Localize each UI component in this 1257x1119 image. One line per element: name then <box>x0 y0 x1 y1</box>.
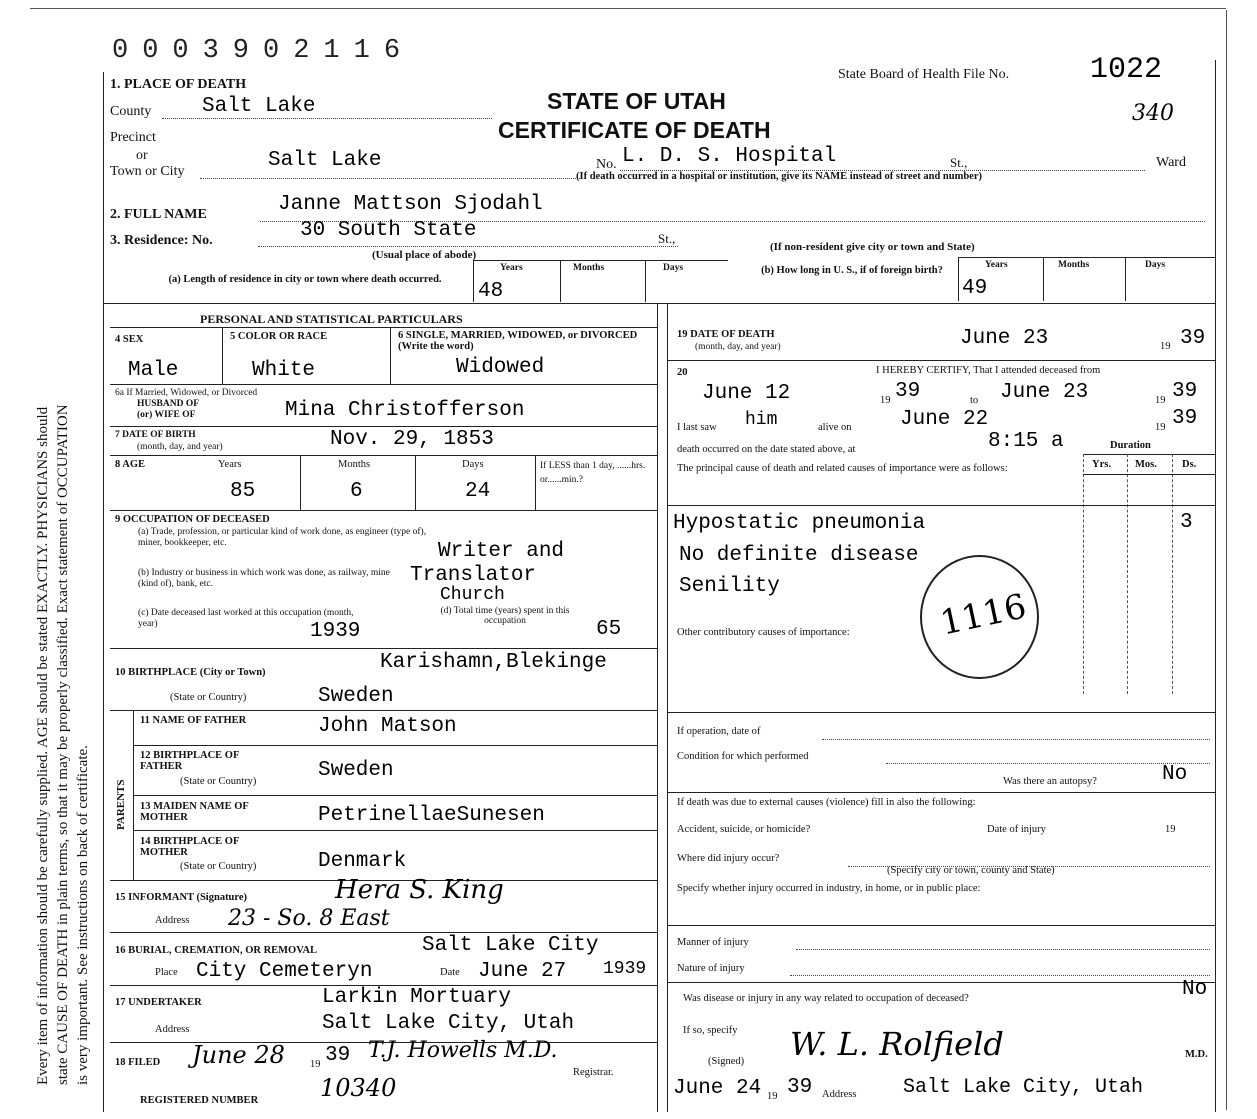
mother-bp-state: (State or Country) <box>180 861 257 872</box>
rline-manner <box>667 925 1215 926</box>
left-border <box>103 72 104 1112</box>
operation-line <box>822 739 1210 740</box>
where-sub: (Specify city or town, county and State) <box>887 865 1055 876</box>
manner-line <box>796 949 1210 950</box>
father-label: 11 NAME OF FATHER <box>140 715 247 726</box>
res-a-box-m1 <box>560 260 561 302</box>
injury-date-label: Date of injury <box>987 824 1046 835</box>
undertaker-value: Larkin Mortuary <box>322 986 512 1009</box>
informant-label: 15 INFORMANT (Signature) <box>115 892 248 903</box>
center-divider-2 <box>667 303 668 1112</box>
occ-c-value: 1939 <box>310 620 361 643</box>
residence-b-label: (b) How long in U. S., if of foreign birth? <box>761 265 943 276</box>
line-11 <box>110 710 657 711</box>
st-label: St., <box>950 155 968 170</box>
grid-top <box>103 303 1215 304</box>
stamp-number: 1116 <box>936 586 1030 644</box>
line-12 <box>133 745 657 746</box>
serial-number: 0003902116 <box>112 36 415 66</box>
residence-a-label: (a) Length of residence in city or town where death occurred. <box>168 274 442 285</box>
spouse-label-2: HUSBAND OF <box>137 399 200 409</box>
registered-number: 10340 <box>320 1074 397 1102</box>
full-name-label: 2. FULL NAME <box>110 207 207 222</box>
occupation-label: 9 OCCUPATION OF DECEASED <box>115 514 270 525</box>
burial-place: City Cemeteryn <box>196 960 373 983</box>
physician-signature: W. L. Rolfield <box>790 1025 1004 1063</box>
mother-bp-label: 14 BIRTHPLACE OF MOTHER <box>140 836 240 859</box>
md-label: M.D. <box>1185 1049 1208 1060</box>
condition-label: Condition for which performed <box>677 751 809 762</box>
accident-label: Accident, suicide, or homicide? <box>677 824 811 835</box>
sex-value: Male <box>128 359 179 382</box>
dob-label: 7 DATE OF BIRTH <box>115 430 196 440</box>
sex-div <box>222 327 223 384</box>
alive-label: alive on <box>818 422 852 433</box>
father-value: John Matson <box>318 715 457 738</box>
county-value: Salt Lake <box>202 95 316 118</box>
ward-label: Ward <box>1156 155 1186 170</box>
attended-from: June 12 <box>702 382 791 405</box>
death-time: 8:15 a <box>988 430 1064 453</box>
res-a-box-l <box>473 260 474 302</box>
town-label: Town or City <box>110 164 185 179</box>
cause-2: No definite disease <box>679 544 919 567</box>
center-divider <box>657 303 658 1112</box>
dob-sub: (month, day, and year) <box>137 442 223 452</box>
undertaker-label: 17 UNDERTAKER <box>115 997 202 1008</box>
state-title: STATE OF UTAH <box>547 88 726 114</box>
autopsy-value: No <box>1162 763 1188 786</box>
line-4 <box>110 327 657 328</box>
res-a-years-label: Years <box>500 263 523 273</box>
from-year-prefix: 19 <box>880 395 891 406</box>
instructions-line-3: is very important. See instructions on back of certificate. <box>75 745 91 1085</box>
right-border <box>1215 60 1216 1112</box>
father-bp-value: Sweden <box>318 759 394 782</box>
age-years: 85 <box>230 480 256 503</box>
cause-1-duration: 3 <box>1180 511 1193 534</box>
residence-line <box>258 246 678 247</box>
mother-bp-value: Denmark <box>318 850 407 873</box>
line-7 <box>110 426 657 427</box>
attended-to: June 23 <box>1000 381 1089 404</box>
occ-a-label: (a) Trade, profession, or particular kind of work done, as engineer (type of), miner, bookkeeper, etc. <box>138 527 427 549</box>
ifso-label: If so, specify <box>683 1025 738 1036</box>
spouse-value: Mina Christofferson <box>285 399 525 422</box>
marital-value: Widowed <box>456 356 545 379</box>
to-year: 39 <box>1172 380 1198 403</box>
age-div-2 <box>415 455 416 510</box>
residence-value: 30 South State <box>300 219 477 242</box>
external-label: If death was due to external causes (violence) fill in also the following: <box>677 797 976 808</box>
sig-address-label: Address <box>822 1089 857 1100</box>
spouse-label-3: (or) WIFE OF <box>137 410 196 420</box>
occ-a-value: Writer and <box>438 540 565 563</box>
certificate-title: CERTIFICATE OF DEATH <box>498 117 771 143</box>
spouse-label-1: 6a If Married, Widowed, or Divorced <box>115 388 258 398</box>
line-14 <box>133 830 657 831</box>
res-b-days-label: Days <box>1145 260 1166 270</box>
instructions-line-1: Every item of information should be carefully supplied. AGE should be stated EXACTLY. PHYSICIANS should <box>35 406 51 1085</box>
color-label: 5 COLOR OR RACE <box>230 331 328 342</box>
birthplace-city: Karishamn,Blekinge <box>380 651 607 674</box>
occ-d-label: (d) Total time (years) spent in this occupation <box>440 606 570 627</box>
line-9 <box>110 510 657 511</box>
instructions-line-2: state CAUSE OF DEATH in plain terms, so that it may be properly classified. Exact statement of OCCUPATION <box>55 404 71 1085</box>
res-a-months-label: Months <box>573 263 605 273</box>
dur-col-1 <box>1083 454 1084 694</box>
duration-label: Duration <box>1110 440 1151 451</box>
duration-line <box>1083 454 1215 455</box>
nature-label: Nature of injury <box>677 963 745 974</box>
dur-head-line <box>1083 474 1215 475</box>
no-label: No. <box>596 157 617 172</box>
from-year: 39 <box>895 380 921 403</box>
dod-label: 19 DATE OF DEATH <box>677 329 775 340</box>
father-bp-label: 12 BIRTHPLACE OF FATHER <box>140 750 240 773</box>
birthplace-state-label: (State or Country) <box>170 692 247 703</box>
res-b-years-label: Years <box>985 260 1008 270</box>
residence-label: 3. Residence: No. <box>110 233 213 248</box>
burial-city: Salt Lake City <box>422 934 599 957</box>
related-value: No <box>1182 978 1208 1001</box>
rline-related <box>667 982 1215 983</box>
birthplace-country: Sweden <box>318 685 394 708</box>
local-no: 340 <box>1132 101 1174 126</box>
color-div <box>390 327 391 384</box>
city-value: Salt Lake <box>268 149 382 172</box>
birthplace-label: 10 BIRTHPLACE (City or Town) <box>115 667 266 678</box>
burial-place-label: Place <box>155 967 178 978</box>
certify-text: I HEREBY CERTIFY, That I attended deceased from <box>876 365 1101 376</box>
personal-heading: PERSONAL AND STATISTICAL PARTICULARS <box>200 312 463 326</box>
age-div-1 <box>300 455 301 510</box>
res-b-box-m1 <box>1043 257 1044 301</box>
lastsaw-year: 39 <box>1172 407 1198 430</box>
contrib-label: Other contributory causes of importance: <box>677 627 850 638</box>
autopsy-label: Was there an autopsy? <box>1003 776 1097 787</box>
parents-side-label: PARENTS <box>115 779 127 830</box>
registered-number-label: REGISTERED NUMBER <box>140 1095 259 1106</box>
usual-abode-note: (Usual place of abode) <box>372 249 477 261</box>
informant-signature: Hera S. King <box>335 875 504 905</box>
sig-date: June 24 <box>673 1077 762 1100</box>
principal-label: The principal cause of death and related causes of importance were as follows: <box>677 463 1008 474</box>
mother-label: 13 MAIDEN NAME OF MOTHER <box>140 801 249 824</box>
line-16 <box>110 932 657 933</box>
nonres-note: (If non-resident give city or town and State) <box>770 241 975 253</box>
hospital-value: L. D. S. Hospital <box>622 145 837 168</box>
filed-label: 18 FILED <box>115 1057 161 1068</box>
or-label: or <box>136 148 148 163</box>
to-year-prefix: 19 <box>1155 395 1166 406</box>
lastsaw-year-prefix: 19 <box>1155 422 1166 433</box>
to-label: to <box>970 395 979 406</box>
rline-20 <box>667 360 1215 361</box>
cert-no: 20 <box>677 367 688 378</box>
dur-col-2 <box>1127 454 1128 694</box>
injury-year-label: 19 <box>1165 824 1176 835</box>
sig-year: 39 <box>787 1076 813 1099</box>
dur-ds: Ds. <box>1182 459 1197 470</box>
rline-operation <box>667 712 1215 713</box>
line-6a <box>110 384 657 385</box>
occurred-label: death occurred on the date stated above, at <box>677 444 856 455</box>
mother-value: PetrinellaeSunesen <box>318 804 545 827</box>
dod-value: June 23 <box>960 327 1049 350</box>
dob-value: Nov. 29, 1853 <box>330 428 494 451</box>
age-label: 8 AGE <box>115 459 146 470</box>
res-b-box-top <box>958 257 1215 258</box>
age-days: 24 <box>465 480 491 503</box>
lastsaw-date: June 22 <box>900 408 989 431</box>
dod-year: 39 <box>1180 327 1206 350</box>
burial-year: 1939 <box>603 959 647 979</box>
far-right-edge <box>1226 10 1227 1110</box>
informant-address-label: Address <box>155 915 190 926</box>
informant-address: 23 - So. 8 East <box>228 906 390 931</box>
color-value: White <box>252 359 316 382</box>
marital-label: 6 SINGLE, MARRIED, WIDOWED, or DIVORCED (Write the word) <box>398 330 638 353</box>
father-bp-state: (State or Country) <box>180 776 257 787</box>
res-a-box-top <box>473 260 728 261</box>
rline-causes <box>667 505 1215 506</box>
occ-b-value-2: Church <box>440 585 505 605</box>
res-b-years: 49 <box>962 277 988 300</box>
age-less-label: If LESS than 1 day, ......hrs. or......min.? <box>540 461 646 485</box>
manner-label: Manner of injury <box>677 937 749 948</box>
residence-st-label: St., <box>658 231 676 246</box>
registrar-signature: T.J. Howells M.D. <box>368 1038 558 1063</box>
full-name-value: Janne Mattson Sjodahl <box>278 193 543 216</box>
line-8 <box>110 455 657 456</box>
lastsaw-label: I last saw <box>677 422 717 433</box>
burial-date: June 27 <box>478 960 567 983</box>
registrar-label: Registrar. <box>573 1067 614 1078</box>
dur-yrs: Yrs. <box>1092 459 1111 470</box>
occ-c-label: (c) Date deceased last worked at this occupation (month, year) <box>138 608 354 629</box>
county-line <box>162 118 492 119</box>
dur-mos: Mos. <box>1135 459 1157 470</box>
line-10 <box>110 648 657 649</box>
rline-external <box>667 792 1215 793</box>
burial-label-text: 16 BURIAL, CREMATION, OR REMOVAL <box>115 945 318 956</box>
age-days-label: Days <box>462 459 484 470</box>
burial-date-label: Date <box>440 967 460 978</box>
cause-3: Senility <box>679 575 780 598</box>
top-edge <box>30 8 1226 9</box>
occ-b-value-1: Translator <box>410 564 537 587</box>
place-of-death-label: 1. PLACE OF DEATH <box>110 77 247 92</box>
filed-date: June 28 <box>192 1041 285 1069</box>
res-a-days-label: Days <box>663 263 684 273</box>
county-label: County <box>110 104 152 119</box>
burial-label <box>115 946 317 957</box>
lastsaw-pron: him <box>745 410 778 430</box>
city-line <box>200 178 580 179</box>
filed-year: 39 <box>325 1044 351 1067</box>
line-13 <box>133 795 657 796</box>
res-a-years: 48 <box>478 280 504 303</box>
age-months-label: Months <box>338 459 371 470</box>
age-div-3 <box>535 455 536 510</box>
sig-address: Salt Lake City, Utah <box>903 1076 1144 1099</box>
where-label: Where did injury occur? <box>677 853 780 864</box>
undertaker-address: Salt Lake City, Utah <box>322 1012 575 1035</box>
related-label: Was disease or injury in any way related to occupation of deceased? <box>683 993 969 1004</box>
cause-1: Hypostatic pneumonia <box>673 512 926 535</box>
file-no-label: State Board of Health File No. <box>838 67 1010 82</box>
filed-year-prefix: 19 <box>310 1059 321 1070</box>
res-b-months-label: Months <box>1058 260 1090 270</box>
specify-label: Specify whether injury occurred in industry, in home, or in public place: <box>677 883 981 894</box>
signed-label: (Signed) <box>708 1056 745 1067</box>
nature-line <box>790 975 1210 976</box>
res-b-box-l <box>958 257 959 301</box>
dod-sub: (month, day, and year) <box>695 342 781 352</box>
precinct-label: Precinct <box>110 130 156 145</box>
age-months: 6 <box>350 480 363 503</box>
dod-year-prefix: 19 <box>1160 341 1171 352</box>
age-years-label: Years <box>218 459 242 470</box>
operation-label: If operation, date of <box>677 726 761 737</box>
undertaker-address-label: Address <box>155 1024 190 1035</box>
occ-d-value: 65 <box>596 618 622 641</box>
sex-label: 4 SEX <box>115 334 144 345</box>
res-a-box-m2 <box>645 260 646 302</box>
res-b-box-m2 <box>1125 257 1126 301</box>
hospital-note: (If death occurred in a hospital or institution, give its NAME instead of street and number) <box>576 171 983 182</box>
sig-year-prefix: 19 <box>767 1091 778 1102</box>
dur-col-3 <box>1172 454 1173 694</box>
file-no: 1022 <box>1090 53 1163 87</box>
occ-b-label: (b) Industry or business in which work was done, as railway, mine (kind of), bank, etc. <box>138 568 390 590</box>
